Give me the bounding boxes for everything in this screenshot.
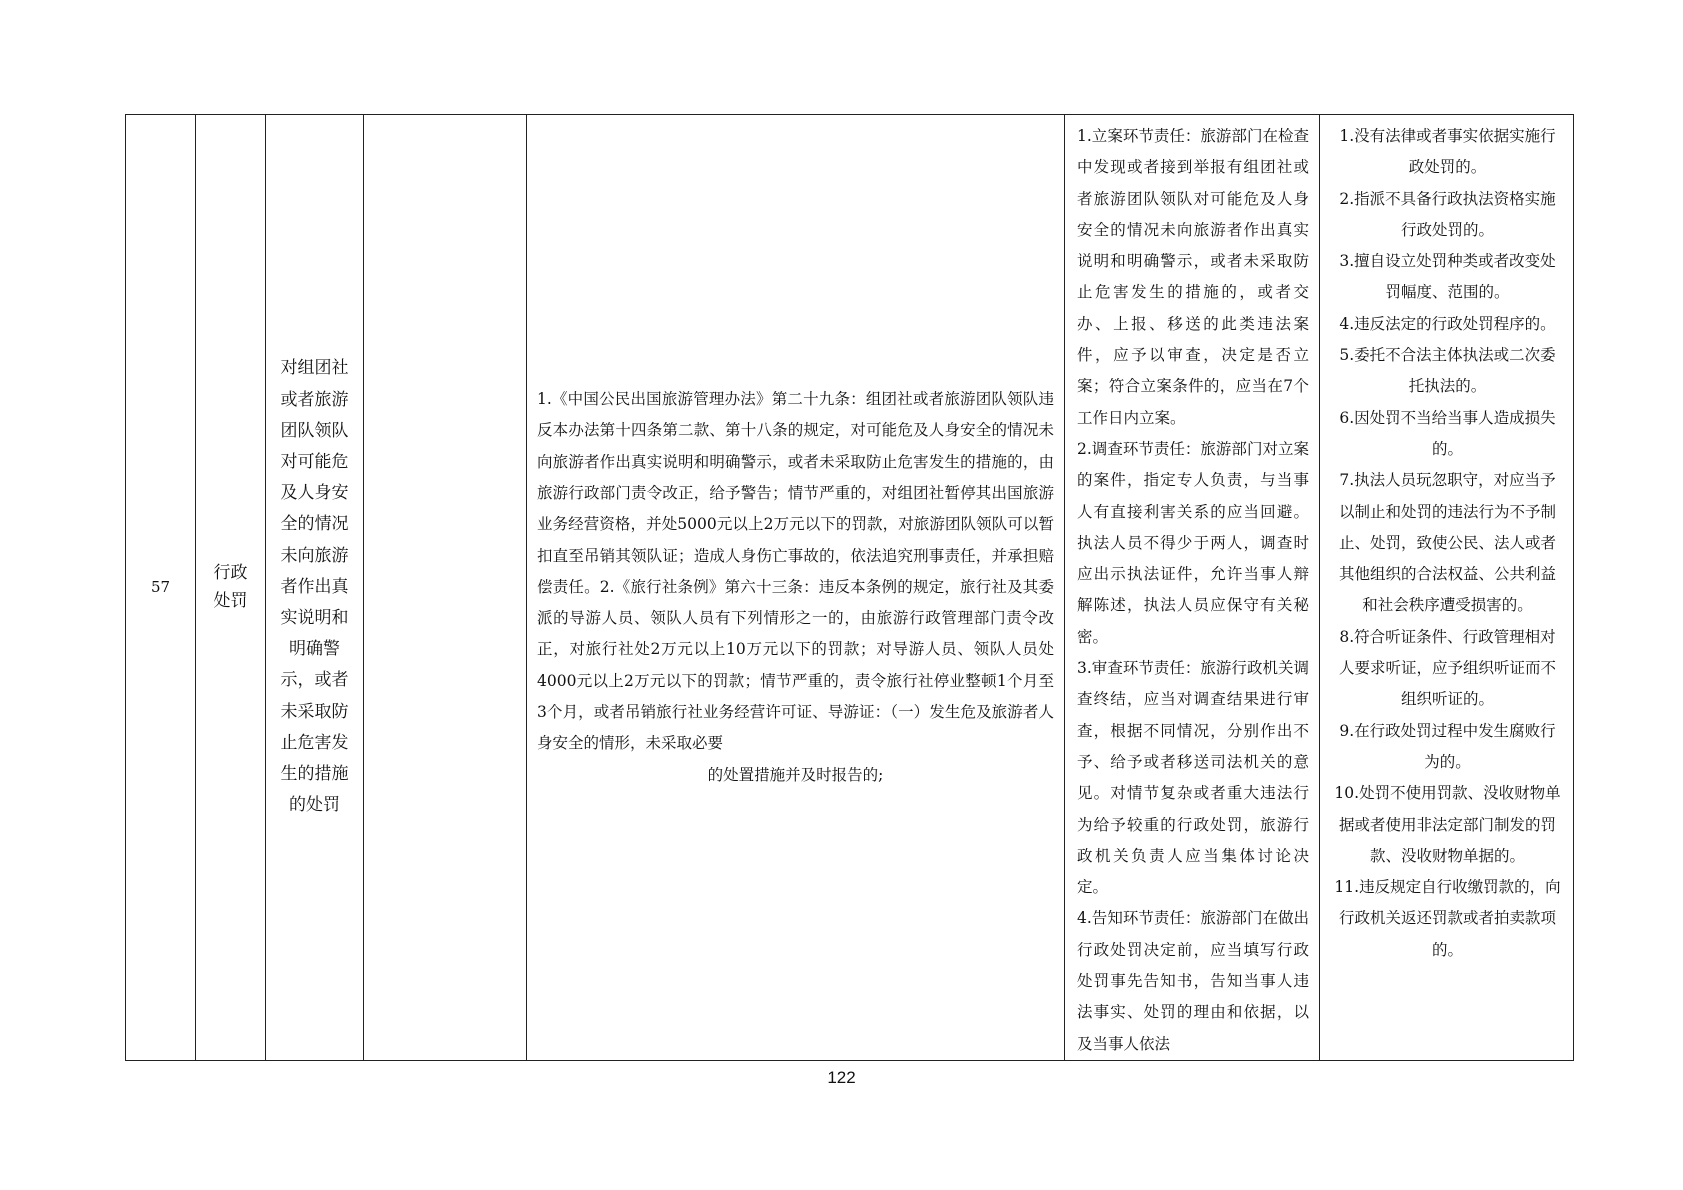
accountability-item: 11.违反规定自行收缴罚款的，向行政机关返还罚款或者拍卖款项的。: [1334, 878, 1561, 959]
accountability-item: 4.违反法定的行政处罚程序的。: [1339, 314, 1556, 333]
responsibility-item: 3.审查环节责任：旅游行政机关调查终结，应当对调查结果进行审查，根据不同情况，分别作出不予、给予或者移送司法机关的意见。对情节复杂或者重大违法行为给予较重的行政处罚，旅游行政机关负责人应当集体讨论决定。: [1077, 659, 1309, 897]
accountability-item: 9.在行政处罚过程中发生腐败行为的。: [1339, 721, 1556, 771]
table-row: [126, 115, 1574, 1061]
accountability-item: 2.指派不具备行政执法资格实施行政处罚的。: [1339, 189, 1556, 239]
power-category-line: 处罚: [213, 591, 248, 612]
page-number: 122: [827, 1068, 856, 1087]
power-category-line: 行政: [213, 563, 248, 584]
accountability-item: 8.符合听证条件、行政管理相对人要求听证，应予组织听证而不组织听证的。: [1338, 627, 1556, 709]
power-category: [196, 115, 266, 1061]
accountability-item: 3.擅自设立处罚种类或者改变处罚幅度、范围的。: [1339, 252, 1556, 302]
accountability-item: 7.执法人员玩忽职守，对应当予以制止和处罚的违法行为不予制止、处罚，致使公民、法人或者其他组织的合法权益、公共利益和社会秩序遭受损害的。: [1338, 471, 1556, 615]
legal-basis-text: 1.《中国公民出国旅游管理办法》第二十九条：组团社或者旅游团队领队违反本办法第十四条第二款、第十八条的规定，对可能危及人身安全的情况未向旅游者作出真实说明和明确警示，或者未采取防止危害发生的措施的，由旅游行政部门责令改正，给予警告；情节严重的，对组团社暂停其出国旅游业务经营资格，并处5000元以上2万元以下的罚款，对旅游团队领队可以暂扣直至吊销其领队证；造成人身伤亡事故的，依法追究刑事责任，并承担赔偿责任。2.《旅行社条例》第六十三条：违反本条例的规定，旅行社及其委派的导游人员、领队人员有下列情形之一的，由旅游行政管理部门责令改正，对旅行社处2万元以上10万元以下的罚款；对导游人员、领队人员处4000元以上2万元以下的罚款；情节严重的，责令旅行社停业整顿1个月至3个月，或者吊销旅行社业务经营许可证、导游证：（一）发生危及旅游者人身安全的情形，未采取必要: [537, 390, 1054, 753]
power-list-table: [125, 114, 1574, 1061]
power-item-name: 对组团社或者旅游团队领队对可能危及人身安全的情况未向旅游者作出真实说明和明确警示，或者未采取防止危害发生的措施的处罚: [266, 115, 364, 1061]
row-number: 57: [126, 115, 196, 1061]
legal-basis-cell: [527, 115, 1065, 1061]
accountability-item: 1.没有法律或者事实依据实施行政处罚的。: [1339, 127, 1556, 177]
sub-item-cell: [364, 115, 527, 1061]
accountability-item: 6.因处罚不当给当事人造成损失的。: [1339, 408, 1556, 458]
accountability-cell: [1320, 115, 1574, 1061]
responsibility-item: 2.调查环节责任：旅游部门对立案的案件，指定专人负责，与当事人有直接利害关系的应当回避。执法人员不得少于两人，调查时应出示执法证件，允许当事人辩解陈述，执法人员应保守有关秘密。: [1077, 439, 1309, 646]
responsibility-item: 4.告知环节责任：旅游部门在做出行政处罚决定前，应当填写行政处罚事先告知书，告知当事人违法事实、处罚的理由和依据，以及当事人依法: [1077, 909, 1309, 1053]
accountability-item: 5.委托不合法主体执法或二次委托执法的。: [1339, 346, 1556, 396]
accountability-item: 10.处罚不使用罚款、没收财物单据或者使用非法定部门制发的罚款、没收财物单据的。: [1334, 784, 1561, 865]
legal-basis-tail: 的处置措施并及时报告的;: [707, 765, 884, 784]
responsibility-item: 1.立案环节责任：旅游部门在检查中发现或者接到举报有组团社或者旅游团队领队对可能危及人身安全的情况未向旅游者作出真实说明和明确警示，或者未采取防止危害发生的措施的，或者交办、上报、移送的此类违法案件，应予以审查，决定是否立案；符合立案条件的，应当在7个工作日内立案。: [1077, 127, 1309, 427]
responsibility-cell: [1065, 115, 1320, 1061]
